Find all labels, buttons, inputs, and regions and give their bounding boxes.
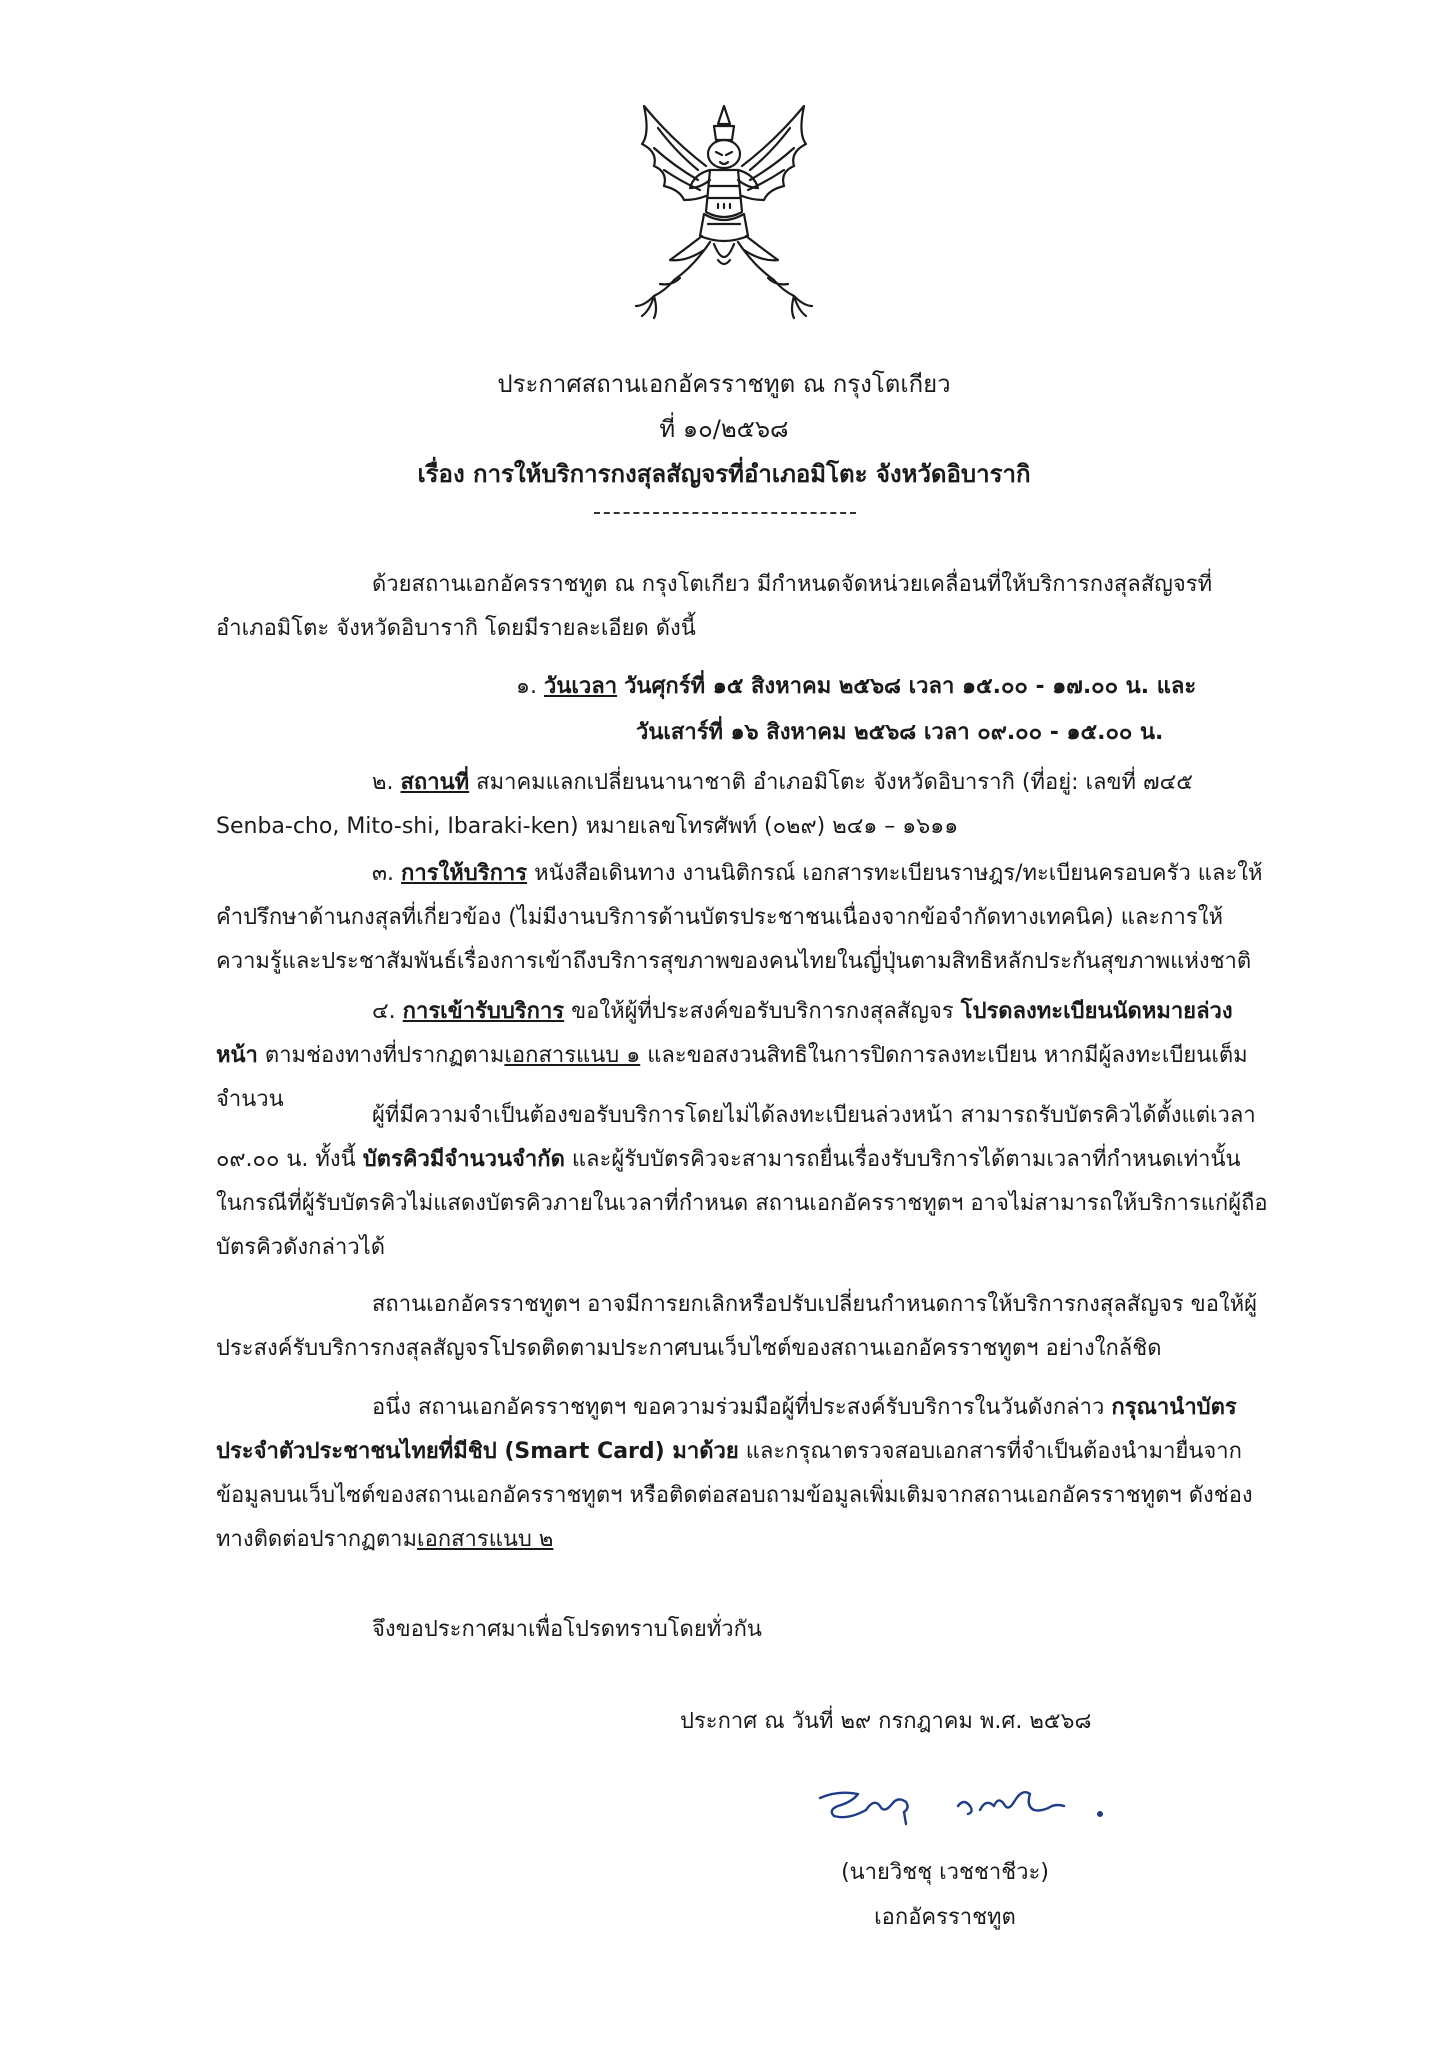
item-datetime-label: วันเวลา: [543, 674, 618, 699]
item-datetime-line1: วันศุกร์ที่ ๑๕ สิงหาคม ๒๕๖๘ เวลา ๑๕.๐๐ - ๑๗.๐๐ น. และ: [624, 674, 1197, 699]
cooperation-emphasis: กรุณานำบัตรประจำตัวประชาชนไทยที่มีชิป (Smart Card) มาด้วย: [216, 1395, 1237, 1464]
cooperation-paragraph: [216, 1386, 1272, 1562]
item-location-label: สถานที่: [400, 770, 470, 795]
item-registration-text-b: ตามช่องทางที่ปรากฏตาม: [264, 1043, 505, 1068]
item-location-text: สมาคมแลกเปลี่ยนนานาชาติ อำเภอมิโตะ จังหวัดอิบารากิ (ที่อยู่: เลขที่ ๗๔๕ Senba-cho, Mito-shi, Ibaraki-ken) หมายเลขโทรศัพท์ (๐๒๙) ๒๔๑ – ๑๖๑๑: [216, 770, 1193, 839]
announcement-number: ที่ ๑๐/๒๕๖๘: [659, 415, 789, 443]
item-datetime: [216, 665, 1272, 709]
change-notice-text: สถานเอกอัครราชทูตฯ อาจมีการยกเลิกหรือปรับเปลี่ยนกำหนดการให้บริการกงสุลสัญจร ขอให้ผู้ประสงค์รับบริการกงสุลสัญจรโปรดติดตามประกาศบนเว็บไซต์ของสถานเอกอัครราชทูตฯ อย่างใกล้ชิด: [216, 1292, 1258, 1361]
item-location-number: ๒.: [372, 770, 394, 795]
announcement-subject: เรื่อง การให้บริการกงสุลสัญจรที่อำเภอมิโตะ จังหวัดอิบารากิ: [417, 460, 1031, 488]
change-notice-paragraph: [216, 1283, 1272, 1371]
intro-paragraph: [216, 563, 1272, 651]
attachment-2-link[interactable]: เอกสารแนบ ๒: [417, 1527, 554, 1552]
signer-title: เอกอัครราชทูต: [874, 1905, 1016, 1930]
item-registration-emphasis: โปรดลงทะเบียนนัดหมายล่วงหน้า: [216, 999, 1233, 1068]
item-datetime-number: ๑.: [516, 674, 537, 699]
intro-text: ด้วยสถานเอกอัครราชทูต ณ กรุงโตเกียว มีกำหนดจัดหน่วยเคลื่อนที่ให้บริการกงสุลสัญจรที่อำเภอมิโตะ จังหวัดอิบารากิ โดยมีรายละเอียด ดังนี้: [216, 572, 1213, 641]
item-services-number: ๓.: [372, 861, 395, 886]
item-services-label: การให้บริการ: [401, 861, 528, 886]
item-registration-text-c: และขอสงวนสิทธิในการปิดการลงทะเบียน หากมีผู้ลงทะเบียนเต็มจำนวน: [216, 1043, 1248, 1112]
walkin-paragraph: [216, 1094, 1272, 1270]
cooperation-text-a: อนึ่ง สถานเอกอัครราชทูตฯ ขอความร่วมมือผู้ที่ประสงค์รับบริการในวันดังกล่าว: [372, 1395, 1105, 1420]
header-divider: [594, 512, 856, 514]
signer-name: (นายวิชชุ เวชชาชีวะ): [841, 1860, 1049, 1885]
walkin-text-a: ผู้ที่มีความจำเป็นต้องขอรับบริการโดยไม่ได้ลงทะเบียนล่วงหน้า สามารถรับบัตรคิวได้ตั้งแต่เวลา ๐๙.๐๐ น. ทั้งนี้: [216, 1103, 1256, 1172]
attachment-1-link[interactable]: เอกสารแนบ ๑: [504, 1043, 641, 1068]
item-registration-number: ๔.: [372, 999, 396, 1024]
walkin-emphasis: บัตรคิวมีจำนวนจำกัด: [362, 1147, 565, 1172]
signature-icon: [808, 1776, 1118, 1846]
item-services-text: หนังสือเดินทาง งานนิติกรณ์ เอกสารทะเบียนราษฎร/ทะเบียนครอบครัว และให้คำปรึกษาด้านกงสุลที่เกี่ยวข้อง (ไม่มีงานบริการด้านบัตรประชาชนเนื่องจากข้อจำกัดทางเทคนิค) และการให้ความรู้และประชาสัมพันธ์เรื่องการเข้าถึงบริการสุขภาพของคนไทยในญี่ปุ่นตามสิทธิหลักประกันสุขภาพแห่งชาติ: [216, 861, 1263, 974]
walkin-text-b: และผู้รับบัตรคิวจะสามารถยื่นเรื่องรับบริการได้ตามเวลาที่กำหนดเท่านั้น ในกรณีที่ผู้รับบัตรคิวไม่แสดงบัตรคิวภายในเวลาที่กำหนด สถานเอกอัครราชทูตฯ อาจไม่สามารถให้บริการแก่ผู้ถือบัตรคิวดังกล่าวได้: [216, 1147, 1268, 1260]
item-registration-text-a: ขอให้ผู้ที่ประสงค์ขอรับบริการกงสุลสัญจร: [571, 999, 954, 1024]
announcement-date: ประกาศ ณ วันที่ ๒๙ กรกฎาคม พ.ศ. ๒๕๖๘: [680, 1709, 1092, 1734]
item-location: [216, 761, 1272, 849]
cooperation-text-b: และกรุณาตรวจสอบเอกสารที่จำเป็นต้องนำมายื่นจากข้อมูลบนเว็บไซต์ของสถานเอกอัครราชทูตฯ หรือติดต่อสอบถามข้อมูลเพิ่มเติมจากสถานเอกอัครราชทูตฯ ดังช่องทางติดต่อปรากฏตาม: [216, 1439, 1253, 1552]
garuda-emblem-icon: [614, 100, 834, 330]
closing-paragraph: จึงขอประกาศมาเพื่อโปรดทราบโดยทั่วกัน: [372, 1617, 762, 1642]
item-services: [216, 852, 1272, 984]
item-registration-label: การเข้ารับบริการ: [402, 999, 565, 1024]
announcement-title: ประกาศสถานเอกอัครราชทูต ณ กรุงโตเกียว: [497, 370, 951, 398]
item-datetime-line2: วันเสาร์ที่ ๑๖ สิงหาคม ๒๕๖๘ เวลา ๐๙.๐๐ - ๑๕.๐๐ น.: [636, 720, 1164, 745]
